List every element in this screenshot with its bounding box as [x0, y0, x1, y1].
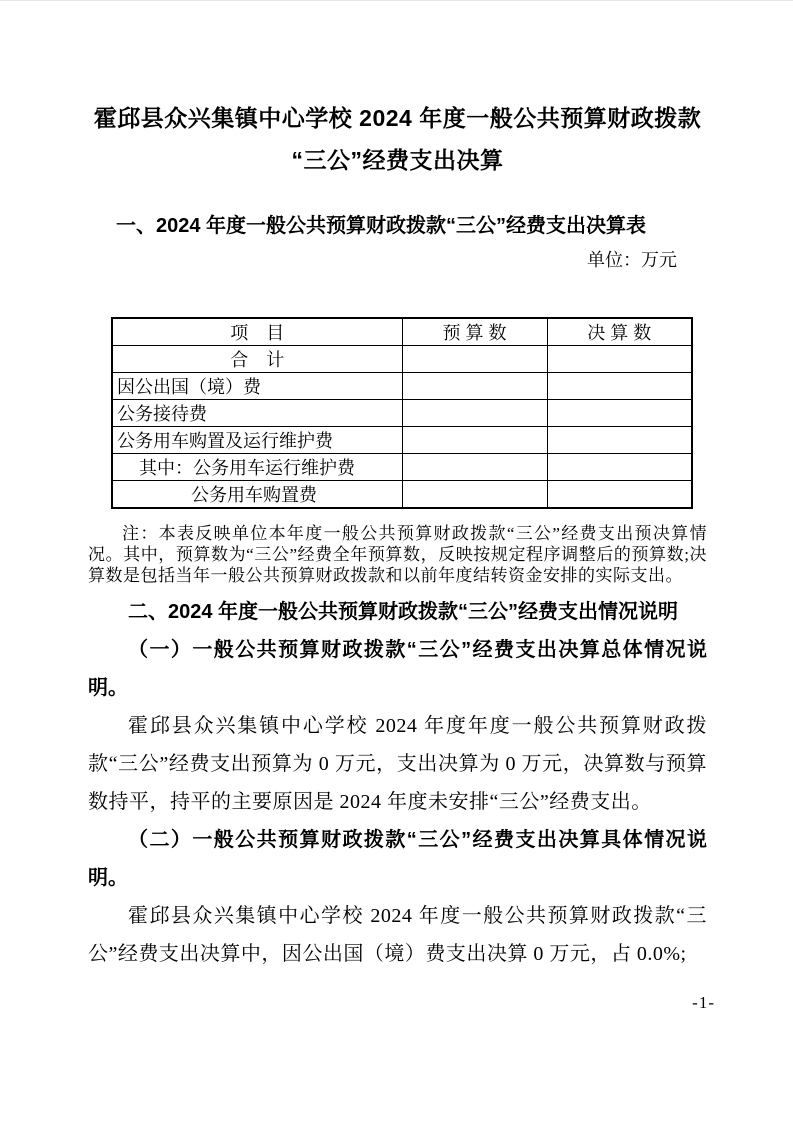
table-cell-item: 公务用车购置费: [112, 481, 402, 509]
table-note: 注：本表反映单位本年度一般公共预算财政拨款“三公”经费支出预决算情况。其中，预算数为“三公”经费全年预算数，反映按规定程序调整后的预算数;决算数是包括当年一般公共预算财政拨款和以前年度结转资金安排的实际支出。: [88, 524, 707, 585]
table-cell-budget: [402, 427, 547, 454]
section2-sub1-heading: （一）一般公共预算财政拨款“三公”经费支出决算总体情况说明。: [88, 639, 707, 699]
table-cell-item: 其中：公务用车运行维护费: [112, 454, 402, 481]
section1-heading: 一、2024 年度一般公共预算财政拨款“三公”经费支出决算表: [116, 215, 647, 237]
unit-label: 单位：万元: [587, 250, 677, 270]
table-cell-item: 因公出国（境）费: [112, 373, 402, 400]
budget-table: [111, 317, 693, 509]
document-title-line1: 霍邱县众兴集镇中心学校 2024 年度一般公共预算财政拨款: [93, 105, 702, 131]
table-header-row: [112, 318, 692, 346]
section2-paragraph-2: 霍邱县众兴集镇中心学校 2024 年度一般公共预算财政拨款“三公”经费支出决算中，因公出国（境）费支出决算 0 万元，占 0.0%;: [88, 905, 707, 965]
table-row: [112, 373, 692, 400]
table-cell-budget: [402, 481, 547, 509]
table-header-item: 项 目: [112, 318, 402, 346]
table-cell-item: 合 计: [112, 346, 402, 373]
section2-paragraph-1: 霍邱县众兴集镇中心学校 2024 年度年度一般公共预算财政拨款“三公”经费支出预算为 0 万元，支出决算为 0 万元，决算数与预算数持平，持平的主要原因是 2024 年度未安排“三公”经费支出。: [88, 715, 707, 813]
section2-heading: 二、2024 年度一般公共预算财政拨款“三公”经费支出情况说明: [128, 601, 679, 623]
table-row-total: [112, 346, 692, 373]
table-cell-budget: [402, 346, 547, 373]
table-cell-final: [547, 346, 692, 373]
table-row: [112, 481, 692, 509]
document-title-line2: “三公”经费支出决算: [291, 147, 504, 173]
document-title: [88, 97, 707, 181]
table-cell-final: [547, 481, 692, 509]
table-row: [112, 400, 692, 427]
section2-sub2-heading: （二）一般公共预算财政拨款“三公”经费支出决算具体情况说明。: [88, 829, 707, 889]
table-cell-budget: [402, 373, 547, 400]
document-content: [88, 1, 707, 973]
table-cell-final: [547, 373, 692, 400]
table-cell-item: 公务用车购置及运行维护费: [112, 427, 402, 454]
table-row: [112, 454, 692, 481]
table-header-final: 决 算 数: [547, 318, 692, 346]
page-number: -1-: [692, 993, 715, 1012]
table-cell-budget: [402, 454, 547, 481]
table-cell-budget: [402, 400, 547, 427]
table-cell-final: [547, 454, 692, 481]
table-cell-final: [547, 427, 692, 454]
table-cell-item: 公务接待费: [112, 400, 402, 427]
table-cell-final: [547, 400, 692, 427]
table-header-budget: 预 算 数: [402, 318, 547, 346]
table-row: [112, 427, 692, 454]
